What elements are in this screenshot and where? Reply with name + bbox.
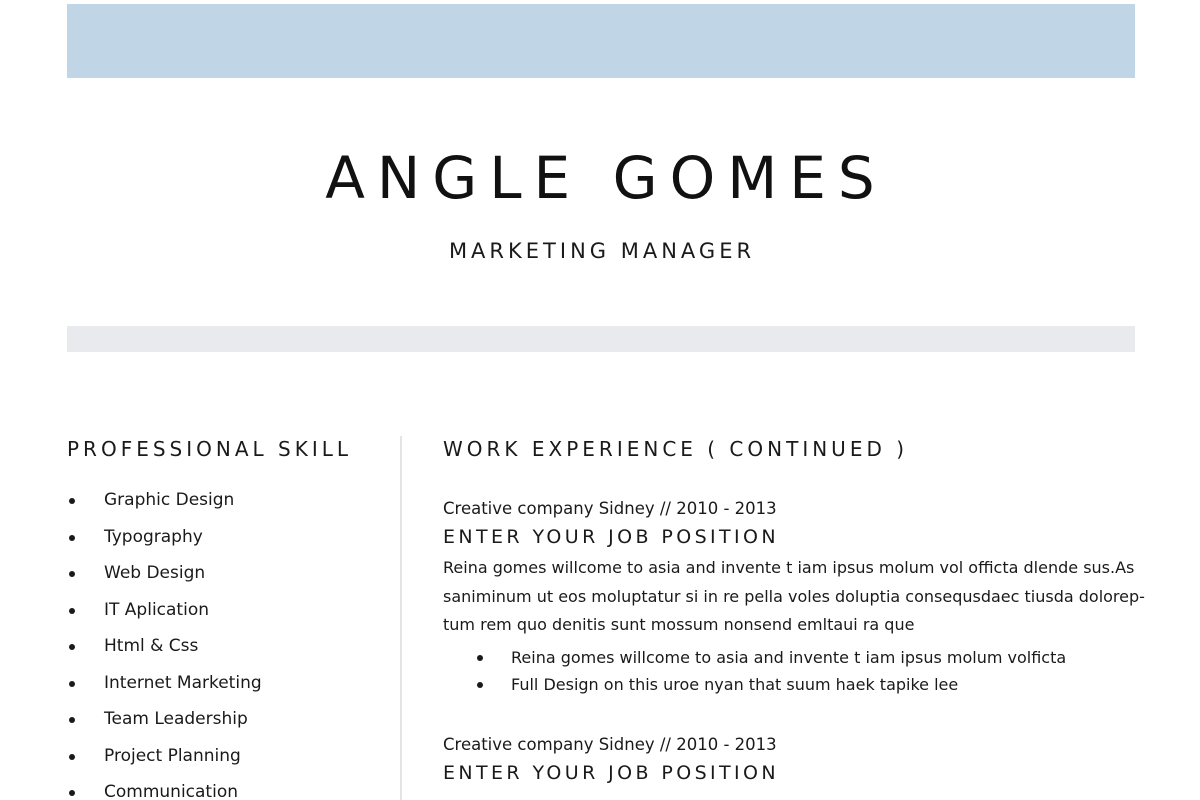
description-line: tum rem quo denitis sunt mossum nonsend emltaui ra que [443,615,915,634]
skill-item [67,486,387,523]
skill-item [67,778,387,800]
skills-column [67,432,387,800]
bullet-icon [477,682,483,688]
skill-label: Team Leadership [104,709,248,729]
skill-label: Web Design [104,563,206,583]
section-divider-band [67,326,1135,352]
candidate-name: ANGLE GOMES [325,144,887,212]
experience-column [443,432,1143,788]
bullet-icon [69,608,75,614]
bullet-icon [69,498,75,504]
job-company: Creative company Sidney // 2010 - 2013 [443,734,777,754]
job-bullet-text: Full Design on this uroe nyan that suum haek tapike lee [511,674,959,694]
skill-label: Graphic Design [104,490,235,510]
job-position: ENTER YOUR JOB POSITION [443,526,780,548]
skill-item [67,742,387,779]
bullet-icon [69,571,75,577]
skill-item [67,669,387,706]
description-line: saniminum ut eos moluptatur si in re pella voles doluptia consequsdaec tiusda dolorep- [443,586,1145,606]
bullet-icon [69,644,75,650]
skill-item [67,632,387,669]
skill-label: Project Planning [104,745,241,766]
description-line: Reina gomes willcome to asia and invente t iam ipsus molum vol officta dlende sus.As [443,558,1135,577]
skill-label: Typography [104,526,203,547]
candidate-title: MARKETING MANAGER [448,239,756,263]
skill-item [67,596,387,633]
job-bullet-item [443,671,1143,698]
job-description [443,554,1145,640]
bullet-icon [69,790,75,796]
job-bullet-text: Reina gomes willcome to asia and invente t iam ipsus molum volficta [511,647,1067,667]
skills-heading: PROFESSIONAL SKILL [67,437,353,461]
job-entry [443,496,1143,698]
skill-label: Communication [104,782,238,800]
header-color-band [67,4,1135,78]
bullet-icon [477,655,483,661]
bullet-icon [69,717,75,723]
job-company: Creative company Sidney // 2010 - 2013 [443,499,777,518]
job-position: ENTER YOUR JOB POSITION [443,761,780,784]
skill-item [67,523,387,560]
skill-label: Internet Marketing [104,672,262,693]
skill-label: IT Aplication [104,599,209,620]
skill-list [67,486,387,800]
skill-item [67,559,387,596]
bullet-icon [69,535,75,541]
column-divider [400,436,402,800]
job-entry [443,732,1143,788]
skill-item [67,705,387,742]
job-bullet-item [443,644,1143,671]
bullet-icon [69,681,75,687]
bullet-icon [69,754,75,760]
job-bullet-list [443,644,1143,698]
skill-label: Html & Css [104,636,199,656]
experience-heading: WORK EXPERIENCE ( CONTINUED ) [443,437,909,461]
